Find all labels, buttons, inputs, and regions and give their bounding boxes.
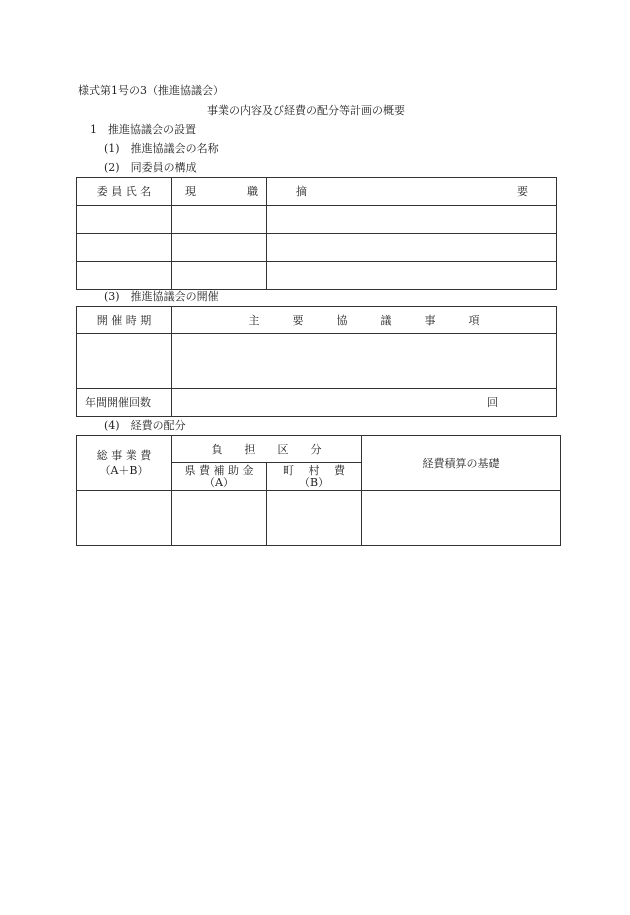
member-row bbox=[77, 234, 557, 262]
meeting-period-cell[interactable] bbox=[77, 334, 172, 389]
cost-basis-header bbox=[362, 436, 561, 491]
header-summary-label-1: 摘 bbox=[296, 185, 307, 198]
member-row bbox=[77, 262, 557, 290]
member-summary-cell[interactable] bbox=[267, 234, 557, 262]
member-name-cell[interactable] bbox=[77, 234, 172, 262]
pref-subsidy-cell[interactable] bbox=[172, 491, 267, 546]
meetings-table bbox=[76, 306, 557, 417]
member-name-cell[interactable] bbox=[77, 262, 172, 290]
header-meeting-period-label: 開 催 時 期 bbox=[96, 313, 152, 327]
cost-table bbox=[76, 435, 561, 546]
header-meeting-period bbox=[77, 307, 172, 334]
pref-subsidy-label: 県 費 補 助 金 bbox=[184, 463, 254, 477]
member-summary-cell[interactable] bbox=[267, 206, 557, 234]
pref-subsidy-header bbox=[172, 463, 267, 491]
total-cost-header bbox=[77, 436, 172, 491]
burden-category-header bbox=[172, 436, 362, 463]
member-position-cell[interactable] bbox=[172, 206, 267, 234]
header-summary bbox=[267, 178, 557, 206]
members-table bbox=[76, 177, 557, 290]
town-cost-label: 町 村 費 bbox=[283, 463, 345, 477]
item-1-council-name: (1) 推進協議会の名称 bbox=[104, 142, 219, 155]
annual-meetings-value-cell[interactable] bbox=[172, 389, 557, 417]
total-cost-cell[interactable] bbox=[77, 491, 172, 546]
section-1-heading: 1 推進協議会の設置 bbox=[90, 123, 196, 136]
header-main-topics bbox=[172, 307, 557, 334]
town-cost-code: （B） bbox=[298, 475, 330, 489]
annual-meetings-label: 年間開催回数 bbox=[85, 396, 151, 409]
header-position-label-1: 現 bbox=[185, 185, 196, 198]
header-member-name bbox=[77, 178, 172, 206]
header-position-label-2: 職 bbox=[247, 185, 258, 198]
pref-subsidy-code: （A） bbox=[204, 475, 234, 489]
member-row bbox=[77, 206, 557, 234]
form-id: 様式第1号の3（推進協議会） bbox=[78, 84, 224, 97]
cost-basis-label: 経費積算の基礎 bbox=[422, 456, 500, 470]
member-position-cell[interactable] bbox=[172, 234, 267, 262]
item-4-cost-allocation: (4) 経費の配分 bbox=[104, 419, 186, 432]
member-summary-cell[interactable] bbox=[267, 262, 557, 290]
item-2-member-composition: (2) 同委員の構成 bbox=[104, 161, 197, 174]
annual-meetings-label-cell bbox=[77, 389, 172, 417]
town-cost-header bbox=[267, 463, 362, 491]
header-position bbox=[172, 178, 267, 206]
town-cost-cell[interactable] bbox=[267, 491, 362, 546]
total-cost-label: 総 事 業 費 bbox=[96, 449, 152, 462]
member-position-cell[interactable] bbox=[172, 262, 267, 290]
document-title: 事業の内容及び経費の配分等計画の概要 bbox=[207, 104, 405, 117]
cost-basis-cell[interactable] bbox=[362, 491, 561, 546]
item-3-council-meetings: (3) 推進協議会の開催 bbox=[104, 290, 219, 303]
member-name-cell[interactable] bbox=[77, 206, 172, 234]
header-member-name-label: 委 員 氏 名 bbox=[96, 185, 152, 198]
meeting-topics-cell[interactable] bbox=[172, 334, 557, 389]
total-cost-formula: （A＋B） bbox=[99, 464, 149, 477]
header-main-topics-label: 主 要 協 議 事 項 bbox=[248, 313, 480, 327]
header-summary-label-2: 要 bbox=[517, 185, 528, 198]
annual-meetings-unit: 回 bbox=[487, 396, 498, 409]
burden-category-label: 負 担 区 分 bbox=[211, 442, 322, 456]
